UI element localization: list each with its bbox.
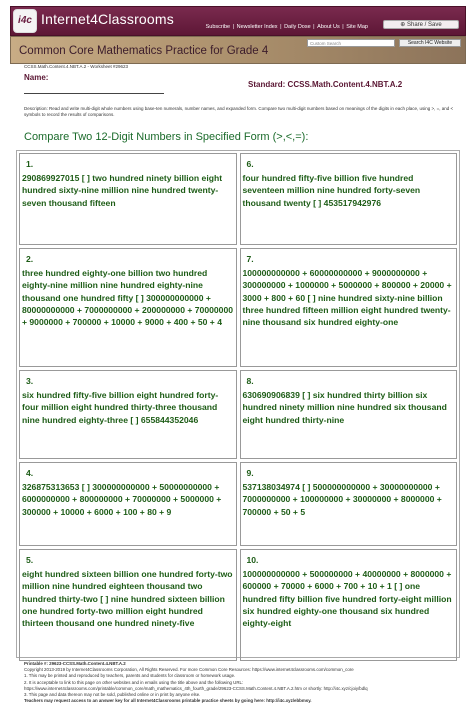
share-label: Share / Save — [407, 22, 442, 28]
problem-number: 4. — [26, 468, 34, 478]
site-header — [10, 6, 466, 36]
problem-text: three hundred eighty-one billion two hundred eighty-nine million nine hundred eighty-nine thousand one hundred fifty [ ] 300000000000 + 80000000000 + 7000000000 + 200000000 + 70000000 + 9000000 + 700000 + 10000 + 9000 + 400 + 50 + 4 — [22, 268, 234, 328]
problem-text: 630690906839 [ ] six hundred thirty billion six hundred ninety million nine hundred six thousand eight hundred thirty-nine — [242, 390, 447, 425]
share-icon: ⊕ — [400, 22, 407, 28]
page-banner — [10, 36, 466, 64]
footer-note-1: 1. This may be printed and reproduced by teachers, parents and students for classroom or homework usage. — [24, 673, 236, 679]
problem-text: six hundred fifty-five billion eight hundred forty-four million eight hundred thirty-three thousand nine hundred eighty-three [ ] 655844352046 — [22, 390, 219, 425]
nav-about-link[interactable]: About Us — [317, 24, 340, 30]
problem-1 — [19, 153, 237, 245]
standard-label: Standard: CCSS.Math.Content.4.NBT.A.2 — [248, 80, 403, 89]
footer-printable-id: Printable #: 29623-CCSS.Math.Content.4.NBT.A.2 — [24, 661, 126, 666]
name-line — [24, 93, 164, 94]
problem-2 — [19, 248, 237, 367]
breadcrumb[interactable]: CCSS.Math.Content.4.NBT.A.2 - Worksheet #29623 — [24, 64, 128, 69]
problem-7 — [240, 248, 458, 367]
search-button[interactable]: Search I4C Website — [399, 39, 461, 47]
footer-answer-key[interactable]: Teachers may request access to an answer key for all Internet4Classrooms printable practice sheets by going here: http://i4c.xyz/ebbmsy. — [24, 698, 312, 704]
problem-5 — [19, 549, 237, 661]
problem-number: 3. — [26, 376, 34, 386]
problem-text: 100000000000 + 60000000000 + 9000000000 + 300000000 + 1000000 + 5000000 + 800000 + 20000 + 3000 + 800 + 60 [ ] nine hundred sixty-nine billion three hundred fifteen million eight hundred twenty-nine thousand six hundred eighty-one — [242, 268, 452, 328]
problem-4 — [19, 462, 237, 546]
problem-8 — [240, 370, 458, 459]
problem-6 — [240, 153, 458, 245]
problem-9 — [240, 462, 458, 546]
nav-subscribe-link[interactable]: Subscribe — [205, 24, 231, 30]
problem-number: 1. — [26, 159, 34, 169]
problem-grid — [16, 150, 460, 658]
footer-note-2: 2. It is acceptable to link to this page on other websites and in emails using the title above and the following URL: — [24, 679, 244, 685]
nav-daily-dose-link[interactable]: Daily Dose — [284, 24, 311, 30]
search-input[interactable]: Custom Search — [307, 39, 395, 47]
name-label: Name: — [24, 73, 49, 82]
problem-number: 10. — [246, 555, 259, 565]
problem-text: 326875313653 [ ] 300000000000 + 50000000000 + 6000000000 + 800000000 + 70000000 + 5000000 + 300000 + 10000 + 6000 + 100 + 80 + 9 — [22, 482, 222, 517]
problem-3 — [19, 370, 237, 459]
problem-number: 2. — [26, 254, 34, 264]
problem-number: 5. — [26, 555, 34, 565]
nav-sitemap-link[interactable]: Site Map — [346, 24, 368, 30]
problem-text: eight hundred sixteen billion one hundred forty-two million nine hundred eighteen thousand two hundred thirty-two [ ] nine hundred sixteen billion one hundred forty-two million eight hundred thirteen thousand one hundred ninety-five — [22, 569, 233, 629]
problem-text: 100000000000 + 500000000 + 40000000 + 8000000 + 600000 + 70000 + 6000 + 700 + 10 + 1 [ ] one hundred fifty billion five hundred forty-eight million six hundred eighty-one thousand six hundred eighty-eight — [242, 569, 452, 629]
problem-text: four hundred fifty-five billion five hundred seventeen million nine hundred forty-seven thousand twenty [ ] 453517942976 — [242, 173, 421, 208]
site-brand[interactable]: Internet4Classrooms — [41, 11, 174, 27]
description: Description: Read and write multi-digit whole numbers using base-ten numerals, number names, and expanded form. Compare two multi-digit numbers based on meanings of the digits in each place, using >, =, and < symbols to record the results of comparisons. — [24, 106, 454, 117]
footer — [24, 661, 464, 704]
nav-newsletter-link[interactable]: Newsletter Index — [236, 24, 278, 30]
worksheet-heading: Compare Two 12-Digit Numbers in Specified Form (>,<,=): — [24, 131, 309, 143]
page-title: Common Core Mathematics Practice for Grade 4 — [19, 45, 269, 57]
problem-number: 8. — [246, 376, 254, 386]
problem-number: 9. — [246, 468, 254, 478]
problem-10 — [240, 549, 458, 661]
site-logo[interactable]: i4c — [13, 9, 37, 33]
top-nav: Subscribe | Newsletter Index | Daily Dose | About Us | Site Map — [205, 24, 368, 30]
footer-url[interactable]: https://www.internet4classrooms.com/printable/common_core/math_mathematics_4th_fourth_grade/29623-CCSS.Math.Content.4.NBT.A.2.htm or shortly: http://i4c.xyz/cjoiy/bdlq — [24, 685, 368, 691]
problem-text: 537138034974 [ ] 500000000000 + 30000000000 + 7000000000 + 100000000 + 30000000 + 8000000 + 700000 + 50 + 5 — [242, 482, 442, 517]
share-button[interactable] — [383, 20, 459, 29]
problem-text: 290869927015 [ ] two hundred ninety billion eight hundred sixty-nine million nine hundred twenty-seven thousand fifteen — [22, 173, 223, 208]
footer-note-3: 3. This page and data thereon may not be sold, published online or in print by anyone else. — [24, 692, 201, 698]
footer-copyright: Copyright 2013-2019 by Internet4Classrooms Corporation, All Rights Reserved. For more Common Core Resources: https://www.internet4classrooms.com/common_core — [24, 667, 354, 673]
problem-number: 7. — [246, 254, 254, 264]
problem-number: 6. — [246, 159, 254, 169]
